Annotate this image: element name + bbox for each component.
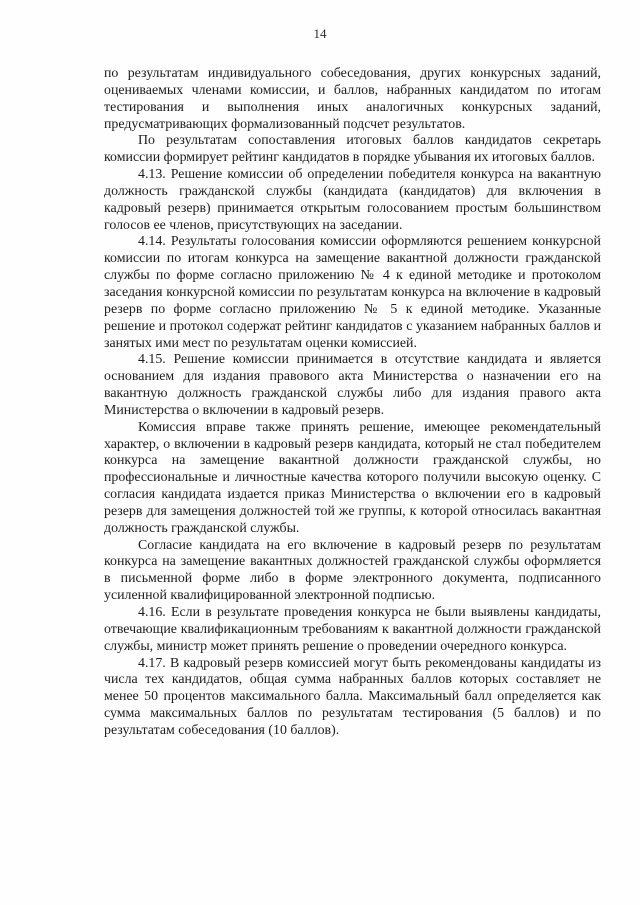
paragraph-continuation: по результатам индивидуального собеседования, других конкурсных заданий, оцениваемых членами комиссии, и баллов, набранных кандидатом по итогам тестирования и выполнения иных аналогичных конкурсных заданий, предусматривающих формализованный подсчет результатов. — [104, 66, 601, 132]
page-number: 14 — [313, 26, 327, 41]
paragraph-4-16: 4.16. Если в результате проведения конкурса не были выявлены кандидаты, отвечающие квалификационным требованиям к вакантной должности гражданской службы, министр может принять решение о проведении очередного конкурса. — [104, 605, 601, 654]
paragraph-rating: По результатам сопоставления итоговых баллов кандидатов секретарь комиссии формирует рейтинг кандидатов в порядке убывания их итоговых баллов. — [104, 133, 601, 166]
paragraph-4-17: 4.17. В кадровый резерв комиссией могут быть рекомендованы кандидаты из числа тех кандидатов, общая сумма набранных баллов которых составляет не менее 50 процентов максимального балла. Максимальный балл определяется как сумма максимальных баллов по результатам тестирования (5 баллов) и по результатам собеседования (10 баллов). — [104, 655, 601, 738]
paragraph-consent: Согласие кандидата на его включение в кадровый резерв по результатам конкурса на замещение вакантных должностей гражданской службы оформляется в письменной форме либо в форме электронного документа, подписанного усиленной квалифицированной электронной подписью. — [104, 537, 601, 604]
paragraph-recommendation: Комиссия вправе также принять решение, имеющее рекомендательный характер, о включении в кадровый резерв кандидата, который не стал победителем конкурса на замещение вакантной должности гражданской службы, но профессиональные и личностные качества которого получили высокую оценку. С согласия кандидата издается приказ Министерства о включении его в кадровый резерв для замещения должностей той же группы, к которой относилась вакантная должность гражданской службы. — [104, 419, 601, 536]
paragraph-4-14: 4.14. Результаты голосования комиссии оформляются решением конкурсной комиссии по итогам конкурса на замещение вакантной должности гражданской службы по форме согласно приложению № 4 к единой методике и протоколом заседания конкурсной комиссии по результатам конкурса на включение в кадровый резерв по форме согласно приложению № 5 к единой методике. Указанные решение и протокол содержат рейтинг кандидатов с указанием набранных баллов и занятых ими мест по результатам оценки комиссией. — [104, 234, 601, 351]
document-body — [104, 66, 601, 740]
paragraph-4-13: 4.13. Решение комиссии об определении победителя конкурса на вакантную должность гражданской службы (кандидата (кандидатов) для включения в кадровый резерв) принимается открытым голосованием простым большинством голосов ее членов, присутствующих на заседании. — [104, 167, 601, 233]
paragraph-4-15: 4.15. Решение комиссии принимается в отсутствие кандидата и является основанием для издания правового акта Министерства о назначении его на вакантную должность гражданской службы либо для издания правого акта Министерства о включении в кадровый резерв. — [104, 352, 601, 418]
